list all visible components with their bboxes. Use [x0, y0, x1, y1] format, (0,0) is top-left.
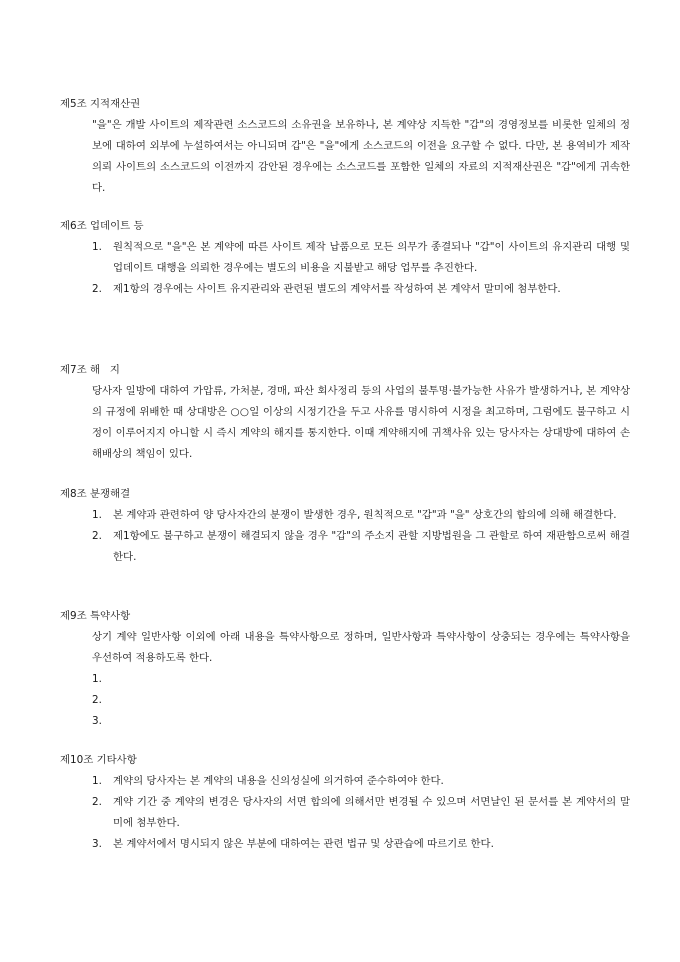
list-item-number: 1. — [92, 241, 102, 253]
list-item-text: 원칙적으로 "을"은 본 계약에 따른 사이트 제작 납품으로 모든 의무가 종결되나 "갑"이 사이트의 유지관리 대행 및 업데이트 대행을 의뢰한 경우에는 별도의 비용을 지불받고 해당 업무를 추진한다. — [113, 241, 630, 274]
article-8-title: 제8조 분쟁해결 — [60, 488, 131, 500]
list-item-number: 1. — [92, 509, 102, 521]
article-8-list — [60, 505, 630, 568]
list-item-text: 제1항의 경우에는 사이트 유지관리와 관련된 별도의 계약서를 작성하여 본 계약서 말미에 첨부한다. — [113, 283, 561, 295]
list-item-number: 2. — [92, 694, 102, 706]
list-item-text: 본 계약서에서 명시되지 않은 부분에 대하여는 관련 법규 및 상관습에 따르기로 한다. — [113, 838, 494, 850]
article-5-title: 제5조 지적재산권 — [60, 98, 141, 110]
article-5 — [60, 94, 630, 199]
list-item — [60, 771, 630, 792]
article-6 — [60, 216, 630, 300]
article-7-title: 제7조 해 지 — [60, 364, 120, 376]
article-6-list — [60, 237, 630, 300]
article-10 — [60, 750, 630, 855]
list-item-number: 1. — [92, 775, 102, 787]
list-item — [60, 279, 630, 300]
article-6-title: 제6조 업데이트 등 — [60, 220, 144, 232]
article-9-title: 제9조 특약사항 — [60, 610, 131, 622]
article-9-blank-list — [60, 669, 630, 732]
list-item-number: 1. — [92, 673, 102, 685]
list-item-text: 본 계약과 관련하여 양 당사자간의 분쟁이 발생한 경우, 원칙적으로 "갑"과 "을" 상호간의 합의에 의해 해결한다. — [113, 509, 617, 521]
list-item-number: 2. — [92, 530, 102, 542]
list-item — [60, 834, 630, 855]
list-item-text: 계약 기간 중 계약의 변경은 당사자의 서면 합의에 의해서만 변경될 수 있으며 서면날인 된 문서를 본 계약서의 말미에 첨부한다. — [113, 796, 630, 829]
article-7-paragraph: 당사자 일방에 대하여 가압류, 가처분, 경매, 파산 회사정리 등의 사업의 불투명·불가능한 사유가 발생하거나, 본 계약상의 규정에 위배한 때 상대방은 ○○일 이상의 시정기간을 두고 사유를 명시하여 시정을 최고하며, 그럼에도 불구하고 시정이 이루어지지 아니할 시 즉시 계약의 해지를 통지한다. 이때 계약해지에 귀책사유 있는 당사자는 상대방에 대하여 손해배상의 책임이 있다. — [92, 385, 630, 460]
list-item-text: 제1항에도 불구하고 분쟁이 해결되지 않을 경우 "갑"의 주소지 관할 지방법원을 그 관할로 하여 재판함으로써 해결한다. — [113, 530, 630, 563]
list-item-number: 2. — [92, 283, 102, 295]
list-item — [60, 526, 630, 568]
article-7 — [60, 360, 630, 465]
article-10-list — [60, 771, 630, 855]
article-9 — [60, 606, 630, 732]
list-item — [60, 237, 630, 279]
list-item — [60, 505, 630, 526]
list-item — [60, 711, 630, 732]
article-5-paragraph: "을"은 개발 사이트의 제작관련 소스코드의 소유권을 보유하나, 본 계약상 지득한 "갑"의 경영정보를 비롯한 일체의 정보에 대하여 외부에 누설하여서는 아니되며 갑"은 "을"에게 소스코드의 이전을 요구할 수 없다. 다만, 본 용역비가 제작의뢰 사이트의 소스코드의 이전까지 감안된 경우에는 소스코드를 포함한 일체의 자료의 지적재산권은 "갑"에게 귀속한다. — [92, 119, 630, 194]
article-10-title: 제10조 기타사항 — [60, 754, 137, 766]
list-item — [60, 669, 630, 690]
list-item — [60, 792, 630, 834]
list-item-number: 3. — [92, 715, 102, 727]
list-item — [60, 690, 630, 711]
list-item-number: 3. — [92, 838, 102, 850]
list-item-number: 2. — [92, 796, 102, 808]
article-8 — [60, 484, 630, 568]
article-9-paragraph: 상기 계약 일반사항 이외에 아래 내용을 특약사항으로 정하며, 일반사항과 특약사항이 상충되는 경우에는 특약사항을 우선하여 적용하도록 한다. — [92, 631, 630, 664]
list-item-text: 계약의 당사자는 본 계약의 내용을 신의성실에 의거하여 준수하여야 한다. — [113, 775, 444, 787]
